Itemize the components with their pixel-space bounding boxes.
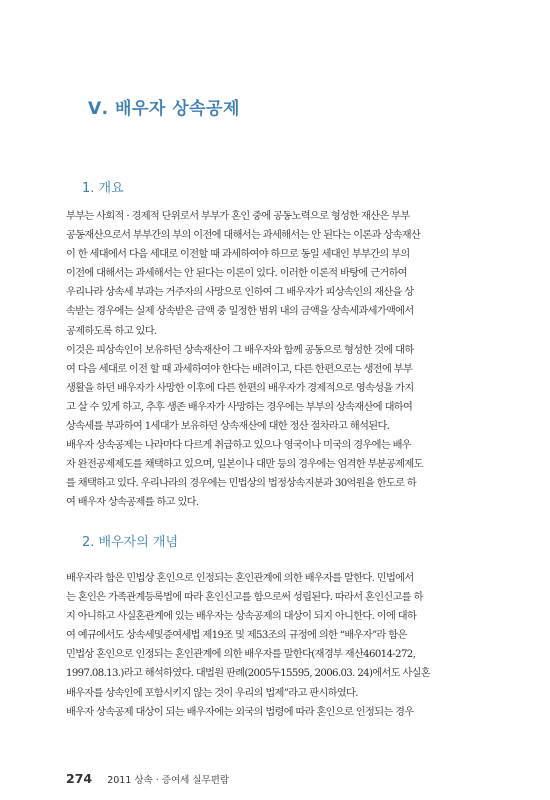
text-line: 부부는 사회적 · 경제적 단위로서 부부가 혼인 중에 공동노력으로 형성한 재산은 부부 — [66, 211, 410, 222]
text-line: 1997.08.13.)라고 해석하였다. 대법원 판례(2005두15595, 2006.03. 24)에서도 사실혼 — [66, 668, 431, 680]
text-line: 고 살 수 있게 하고, 추후 생존 배우자가 사망하는 경우에는 부부의 상속재산에 대하여 — [66, 401, 413, 413]
text-line: 민법상 혼인으로 인정되는 혼인관계에 의한 배우자를 말한다(재경부 재산46014-272, — [66, 649, 416, 661]
text-line: 를 채택하고 있다. 우리나라의 경우에는 민법상의 법정상속지분과 30억원을 한도로 하 — [66, 478, 417, 490]
section-body-overview — [66, 207, 486, 513]
book-title: 2011 상속 · 증여세 실무편람 — [107, 775, 230, 786]
text-line: 여 배우자 상속공제를 하고 있다. — [66, 497, 199, 509]
chapter-title: Ⅴ. 배우자 상속공제 — [88, 99, 240, 119]
text-line: 공동재산으로서 부부간의 부의 이전에 대해서는 과세해서는 안 된다는 이론과 상속재산 — [66, 230, 421, 242]
page-footer — [66, 768, 229, 787]
text-line: 상속세를 부과하여 1세대가 보유하던 상속재산에 대한 정산 절차라고 해석된다. — [66, 421, 390, 433]
text-line: 배우자 상속공제 대상이 되는 배우자에는 외국의 법령에 따라 혼인으로 인정되는 경우 — [66, 706, 414, 718]
section-heading-spouse-concept: 2. 배우자의 개념 — [82, 535, 179, 550]
text-line: 속받는 경우에는 실제 상속받은 금액 중 일정한 범위 내의 금액을 상속세과세가액에서 — [66, 306, 414, 318]
section-heading-overview: 1. 개요 — [82, 181, 124, 196]
text-line: 배우자 상속공제는 나라마다 다르게 취급하고 있으나 영국이나 미국의 경우에는 배우 — [66, 440, 411, 452]
text-line: 여 다음 세대로 이전 할 때 과세하여야 한다는 배려이고, 다른 한편으로는 생전에 부부 — [66, 363, 413, 375]
text-line: 는 혼인은 가족관계등록법에 따라 혼인신고를 함으로써 성립된다. 따라서 혼인신고를 하 — [66, 592, 423, 604]
section-body-spouse-concept — [66, 569, 486, 722]
text-line: 생활을 하던 배우자가 사망한 이후에 다른 한편의 배우자가 경제적으로 영속성을 가지 — [66, 382, 414, 394]
text-line: 이 한 세대에서 다음 세대로 이전할 때 과세하여야 하므로 동일 세대인 부부간의 부의 — [66, 249, 410, 261]
text-line: 우리나라 상속세 부과는 거주자의 사망으로 인하여 그 배우자가 피상속인의 재산을 상 — [66, 287, 414, 299]
text-line: 이것은 피상속인이 보유하던 상속재산이 그 배우자와 함께 공동으로 형성한 것에 대하 — [66, 344, 414, 356]
text-line: 지 아니하고 사실혼관계에 있는 배우자는 상속공제의 대상이 되지 아니한다. 이에 대하 — [66, 611, 417, 623]
text-line: 이전에 대해서는 과세해서는 안 된다는 이론이 있다. 이러한 이론적 바탕에 근거하여 — [66, 268, 407, 280]
text-line: 공제하도록 하고 있다. — [66, 325, 157, 337]
text-line: 여 예규에서도 상속세및증여세법 제19조 및 제53조의 규정에 의한 “배우자”라 함은 — [66, 630, 407, 642]
text-line: 배우자를 상속인에 포함시키지 않는 것이 우리의 법제”라고 판시하였다. — [66, 687, 358, 699]
text-line: 배우자라 함은 민법상 혼인으로 인정되는 혼인관계에 의한 배우자를 말한다. 민법에서 — [66, 573, 414, 584]
page-number: 274 — [66, 771, 93, 786]
text-line: 자 완전공제제도를 채택하고 있으며, 일본이나 대만 등의 경우에는 엄격한 부분공제제도 — [66, 459, 423, 471]
